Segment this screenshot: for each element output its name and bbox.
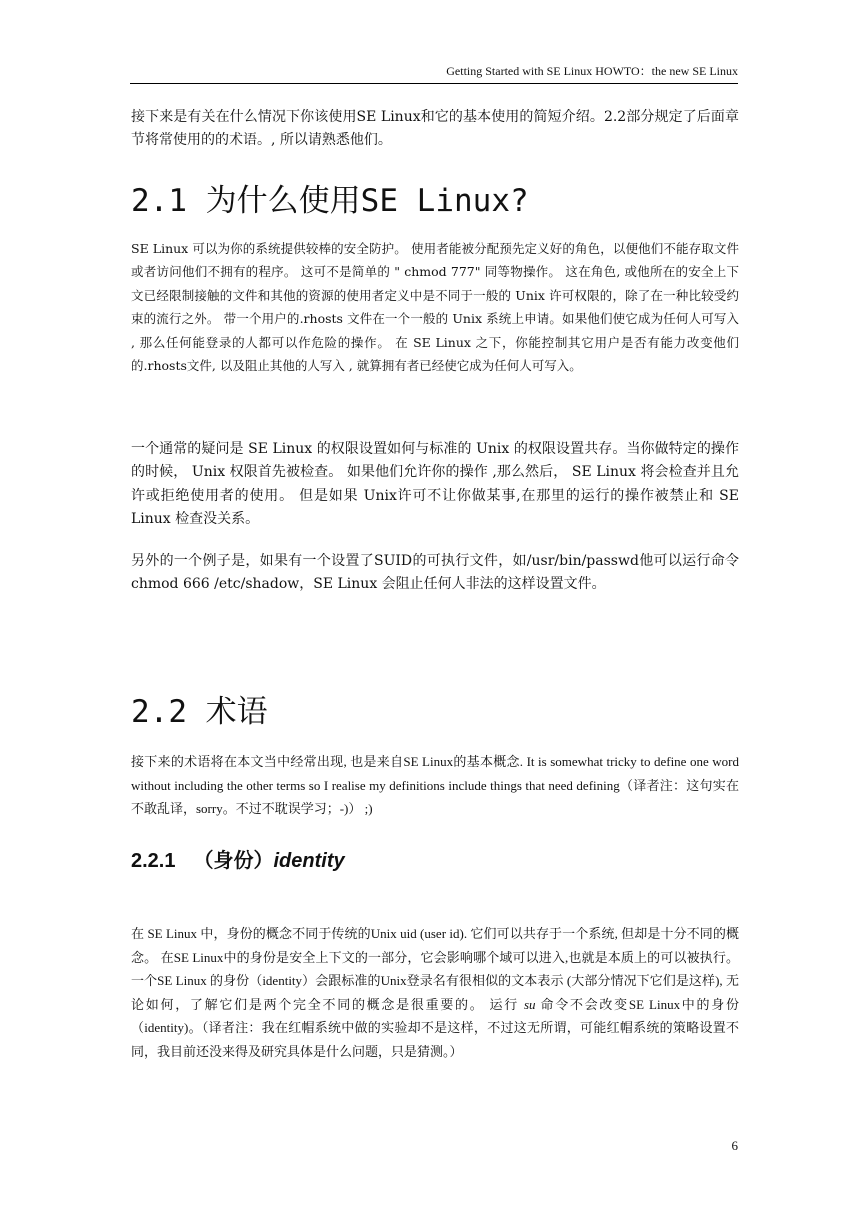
section-2-2-1-heading xyxy=(131,844,345,873)
section-2-2-heading xyxy=(131,686,268,731)
running-header: Getting Started with SE Linux HOWTO：the new SE Linux xyxy=(130,62,738,84)
section-number: 2.1 xyxy=(131,183,187,219)
section-2-2-paragraph: 接下来的术语将在本文当中经常出现, 也是来自SE Linux的基本概念. It is somewhat tricky to define one word without including the other terms so I realise my definitions include things that need defining（译者注：这句实在不敢乱译，sorry。不过不耽误学习；-)） ;) xyxy=(131,754,739,816)
section-2-2-1-paragraph xyxy=(131,922,739,1063)
section-2-1-paragraph-2: 一个通常的疑问是 SE Linux 的权限设置如何与标准的 Unix 的权限设置共存。当你做特定的操作的时候， Unix 权限首先被检查。 如果他们允许你的操作 ,那么然后， SE Linux 将会检查并且允许或拒绝使用者的使用。 但是如果 Unix许可不让你做某事,在那里的运行的操作被禁止和 SE Linux 检查没关系。 xyxy=(131,441,739,527)
paragraph-text-a: 在 SE Linux 中，身份的概念不同于传统的Unix uid (user id). 它们可以共存于一个系统, 但却是十分不同的概念。 在SE Linux中的身份是安全上下文的一部分，它会影响哪个域可以进入,也就是本质上的可以被执行。一个SE Linux 的身份（identity）会跟标准的Unix登录名有很相似的文本表示 (大部分情况下它们是这样), 无论如何，了解它们是两个完全不同的概念是很重要的。 运行 xyxy=(131,926,739,1012)
subsection-number: 2.2.1 xyxy=(131,850,176,872)
page-number: 6 xyxy=(731,1138,738,1153)
section-2-1-paragraph-1: SE Linux 可以为你的系统提供较棒的安全防护。 使用者能被分配预先定义好的角色，以便他们不能存取文件或者访问他们不拥有的程序。 这可不是简单的 " chmod 777" 同等物操作。 这在角色, 或他所在的安全上下文已经限制接触的文件和其他的资源的使用者定义中是不同于一般的 Unix 许可权限的，除了在一种比较受约束的流行之外。 带一个用户的.rhosts 文件在一个一般的 Unix 系统上申请。如果他们使它成为任何人可写入 , 那么任何能登录的人都可以作危险的操作。 在 SE Linux 之下，你能控制其它用户是否有能力改变他们的.rhosts文件, 以及阻止其他的人写入 , 就算拥有者已经使它成为任何人可写入。 xyxy=(131,241,739,374)
intro-paragraph: 接下来是有关在什么情况下你该使用SE Linux和它的基本使用的简短介绍。2.2部分规定了后面章节将常使用的的术语。, 所以请熟悉他们。 xyxy=(131,109,739,148)
paragraph-text-b: 命令不会改变SE Linux中的身份（identity)。（译者注：我在红帽系统中做的实验却不是这样，不过这无所谓，可能红帽系统的策略设置不同，我目前还没来得及研究具体是什么问题，只是猜测。） xyxy=(131,996,739,1059)
command-su: su xyxy=(523,996,536,1012)
section-title-cn: 为什么使用 xyxy=(205,183,361,219)
section-2-1-heading xyxy=(131,175,529,220)
subsection-title-en: identity xyxy=(273,850,345,872)
section-2-1-paragraph-3: 另外的一个例子是，如果有一个设置了SUID的可执行文件，如/usr/bin/passwd他可以运行命令chmod 666 /etc/shadow，SE Linux 会阻止任何人非法的这样设置文件。 xyxy=(131,553,739,593)
section-number: 2.2 xyxy=(131,694,187,730)
subsection-title-cn: （身份） xyxy=(193,850,274,872)
section-title: 术语 xyxy=(205,694,268,730)
section-title-en: SE Linux? xyxy=(360,183,529,219)
